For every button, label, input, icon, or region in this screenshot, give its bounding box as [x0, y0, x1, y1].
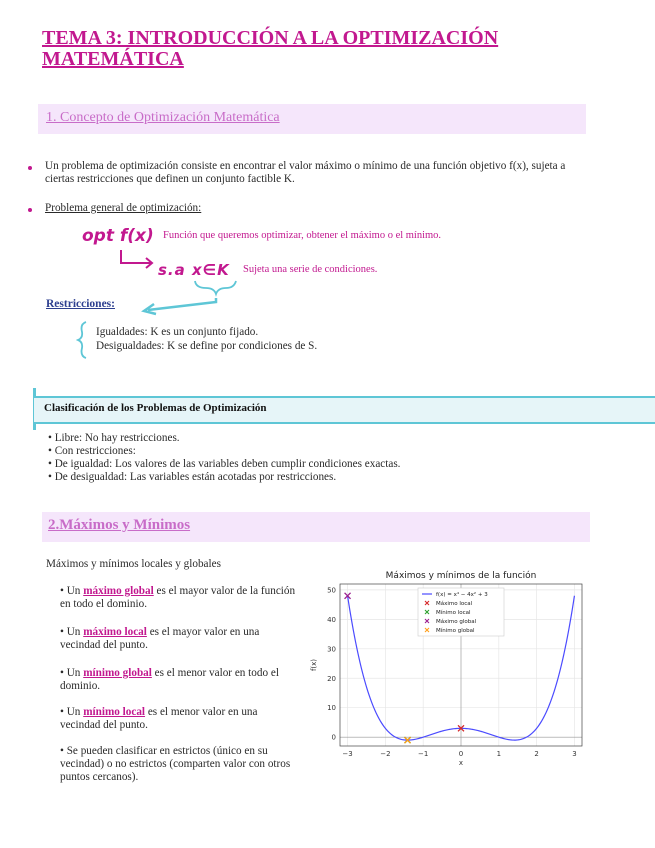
general-problem-label: Problema general de optimización:: [45, 202, 202, 214]
y-axis-label: f(x): [310, 658, 318, 672]
hand-arrow-icon: [115, 248, 160, 272]
keyword: máximo global: [83, 585, 154, 597]
desigualdades-text: Desigualdades: K se define por condiciones de S.: [96, 340, 318, 352]
list-item: • Con restricciones:: [48, 445, 136, 457]
note-opt: Función que queremos optimizar, obtener el máximo o el mínimo.: [163, 230, 442, 241]
y-tick-label: 50: [327, 586, 336, 595]
x-tick-label: −2: [380, 750, 391, 758]
item-text: es el menor valor en todo el dominio.: [60, 667, 279, 692]
x-tick-label: 0: [458, 750, 464, 758]
section-2-intro: Máximos y mínimos locales y globales: [46, 558, 221, 570]
function-chart: [306, 566, 590, 766]
paragraph-definition: Un problema de optimización consiste en encontrar el valor máximo o mínimo de una función objetivo f(x), sujeta a ciertas restricciones que definen un conjunto factible K.: [45, 160, 566, 185]
list-item: • De igualdad: Los valores de las variables deben cumplir condiciones exactas.: [48, 458, 401, 470]
keyword: mínimo local: [83, 706, 146, 718]
legend-label: Máximo global: [436, 619, 477, 625]
list-item: • Libre: No hay restricciones.: [48, 432, 180, 444]
list-item: • Se pueden clasificar en estrictos (único en su vecindad) o no estrictos (comparten valor con otros puntos cercanos).: [60, 745, 291, 783]
list-item: [60, 626, 300, 652]
list-item: [60, 585, 300, 611]
legend-label: Mínimo local: [436, 610, 471, 616]
x-tick-label: −3: [342, 750, 353, 758]
legend-label: Máximo local: [436, 601, 473, 607]
note-sa: Sujeta una serie de condiciones.: [243, 264, 378, 275]
item-prefix: • Un: [60, 585, 84, 597]
section-1-heading: 1. Concepto de Optimización Matemática: [46, 110, 280, 125]
x-tick-label: 3: [572, 750, 577, 758]
clasificacion-header: [34, 396, 655, 424]
section-1-header: [38, 104, 586, 134]
item-text: es el mayor valor en una vecindad del punto.: [60, 626, 260, 651]
item-prefix: • Un: [60, 626, 84, 638]
x-axis-label: x: [458, 759, 464, 766]
y-tick-label: 10: [327, 704, 336, 713]
page-title: TEMA 3: INTRODUCCIÓN A LA OPTIMIZACIÓN MATEMÁTICA: [42, 27, 499, 70]
list-item: • De desigualdad: Las variables están acotadas por restricciones.: [48, 471, 337, 483]
chart-title: Máximos y mínimos de la función: [385, 571, 537, 581]
igualdades-text: Igualdades: K es un conjunto fijado.: [96, 326, 259, 338]
y-tick-label: 0: [331, 733, 336, 742]
handwritten-sa: s.a x∈K: [158, 261, 230, 279]
item-text: es el mayor valor de la función en todo el dominio.: [60, 585, 296, 610]
curly-brace-icon: [76, 320, 90, 360]
bullet-dot-icon: [28, 166, 32, 170]
section-2-heading: 2.Máximos y Mínimos: [48, 517, 191, 533]
keyword: máximo local: [83, 626, 147, 638]
item-prefix: • Un: [60, 706, 84, 718]
y-tick-label: 30: [327, 645, 336, 654]
brace-arrow-icon: [120, 278, 250, 318]
bullet-dot-icon: [28, 208, 32, 212]
handwritten-opt: opt f(x): [82, 226, 154, 246]
x-tick-label: −1: [418, 750, 429, 758]
chart-svg: [306, 566, 590, 766]
restricciones-label: Restricciones:: [46, 298, 115, 310]
list-item: [60, 706, 300, 732]
y-tick-label: 40: [327, 615, 336, 624]
section-2-header: [42, 512, 590, 542]
clasificacion-heading: Clasificación de los Problemas de Optimización: [44, 402, 267, 414]
item-prefix: • Un: [60, 667, 84, 679]
item-text: es el menor valor en una vecindad del punto.: [60, 706, 258, 731]
legend-label: f(x) = x⁴ − 4x² + 3: [436, 592, 488, 598]
keyword: mínimo global: [83, 667, 152, 679]
list-item: [60, 667, 300, 693]
x-tick-label: 1: [496, 750, 502, 758]
x-tick-label: 2: [534, 750, 539, 758]
legend-label: Mínimo global: [436, 628, 475, 634]
y-tick-label: 20: [327, 674, 336, 683]
